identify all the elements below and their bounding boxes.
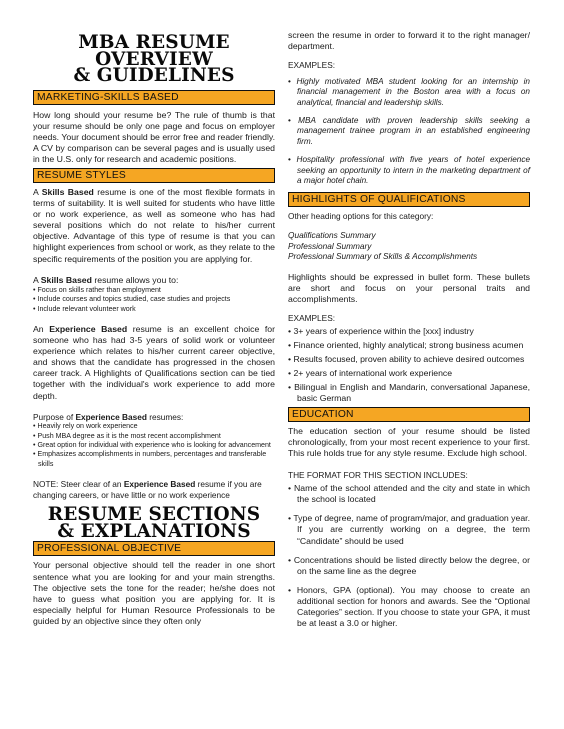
education-heading: EDUCATION [288,407,530,422]
purpose-bullet-list [33,422,275,469]
list-item: • Focus on skills rather than employment [33,286,275,295]
list-item: • Hospitality professional with five years of hotel experience seeking an opportunity to intern in the marketing department of a major hotel chain. [288,155,530,186]
list-item: • Finance oriented, highly analytical; strong business acumen [288,340,530,351]
section-title-line-1: RESUME SECTIONS [47,504,261,526]
note-line: NOTE: Steer clear of an Experience Based resume if you are changing careers, or have little or no work experience [33,479,262,500]
highlights-heading: HIGHLIGHTS OF QUALIFICATIONS [288,192,530,207]
left-column [33,0,275,627]
skills-bullet-list [33,286,275,314]
professional-objective-heading: PROFESSIONAL OBJECTIVE [33,541,275,556]
list-item: • Include courses and topics studied, case studies and projects [33,295,275,304]
list-item: • Include relevant volunteer work [33,305,275,314]
skills-allows-line: A Skills Based resume allows you to: [33,274,179,285]
list-item: • Name of the school attended and the city and state in which the school is located [288,483,530,505]
title-line-2: & GUIDELINES [73,65,235,86]
continued-text: screen the resume in order to forward it to the right manager/ department. [288,30,530,52]
education-text: The education section of your resume should be listed chronologically, from your most recent experience to your first. This rule holds true for any style resume. Exclude high school. [288,426,530,459]
list-item: • 2+ years of international work experience [288,368,530,379]
examples-label: EXAMPLES: [288,60,336,71]
list-item: • Great option for individual with experience who is looking for advancement [33,441,275,450]
format-label: THE FORMAT FOR THIS SECTION INCLUDES: [288,469,468,480]
purpose-line: Purpose of Experience Based resumes: [33,411,184,422]
list-item: • Push MBA degree as it is the most recent accomplishment [33,432,275,441]
list-item: • 3+ years of experience within the [xxx] industry [288,326,530,337]
marketing-skills-heading: MARKETING-SKILLS BASED [33,90,275,105]
objective-examples-list [288,77,530,187]
list-item: • Emphasizes accomplishments in numbers, percentages and transferable skills [33,450,275,469]
list-item: • MBA candidate with proven leadership skills seeking a management trainee program in an established engineering firm. [288,116,530,147]
resume-styles-heading: RESUME STYLES [33,168,275,183]
highlights-text: Highlights should be expressed in bullet form. These bullets are short and focus on your personal traits and accomplishments. [288,271,530,304]
experience-based-paragraph: An Experience Based resume is an excellent choice for someone who has had 3-5 years of solid work or volunteer experience which relates to his/her current career objective, and shows that the candidate has progressed in the chosen career track. A Highlights of Qualifications section can be tied together with the individual's work experience to add more depth. [33,323,275,401]
other-heading-text: Other heading options for this category: [288,211,434,222]
list-item: Professional Summary of Skills & Accomplishments [288,251,478,262]
list-item: Qualifications Summary [288,230,376,241]
section-title [33,504,275,542]
list-item: • Concentrations should be listed directly below the degree, or on the same line as the degree [288,555,530,577]
page-title [33,32,275,86]
objective-text: Your personal objective should tell the reader in one short sentence what you are looking for and your main strengths. The objective sets the tone for the reader; he/she does not have to guess what position you are applying for. It is especially helpful for Human Resource Professionals to be guided by an objective since they often only [33,560,275,626]
marketing-text: How long should your resume be? The rule of thumb is that your resume should be only one page and focus on employer needs. Your document should be error free and reader friendly. A CV by comparison can be several pages and is usually used in the U.S. only for research and academic positions. [33,109,275,164]
title-line-1: MBA RESUME OVERVIEW [78,32,230,70]
list-item: • Type of degree, name of program/major, and graduation year. If you are currently working on a degree, the term “Candidate” should be used [288,513,530,546]
right-column [288,0,530,629]
list-item: Professional Summary [288,240,372,251]
list-item: • Bilingual in English and Mandarin, conversational Japanese, basic German [288,382,530,404]
heading-options [288,230,530,262]
list-item: • Honors, GPA (optional). You may choose to create an additional section for honors and awards. See the “Optional Categories” section. If you choose to state your GPA, it must be at least a 3.0 or higher. [288,585,530,629]
skills-based-paragraph: A Skills Based resume is one of the most flexible formats in terms of suitability. It is well suited for students who have little or no work experience, as well as someone who has had several positions which do not relate to his/her current objective. Advantage of this type of resume is that you can highlight experiences from school or work, as they relate to the specific requirements of the position you are applying for. [33,186,275,264]
examples-label-2: EXAMPLES: [288,313,336,324]
section-title-line-2: & EXPLANATIONS [57,520,251,542]
list-item: • Highly motivated MBA student looking for an internship in financial management in the Boston area with a focus on analytical, financial and leadership skills. [288,77,530,108]
list-item: • Heavily rely on work experience [33,422,275,431]
format-list [288,483,530,629]
highlight-examples-list [288,326,530,405]
list-item: • Results focused, proven ability to achieve desired outcomes [288,354,530,365]
